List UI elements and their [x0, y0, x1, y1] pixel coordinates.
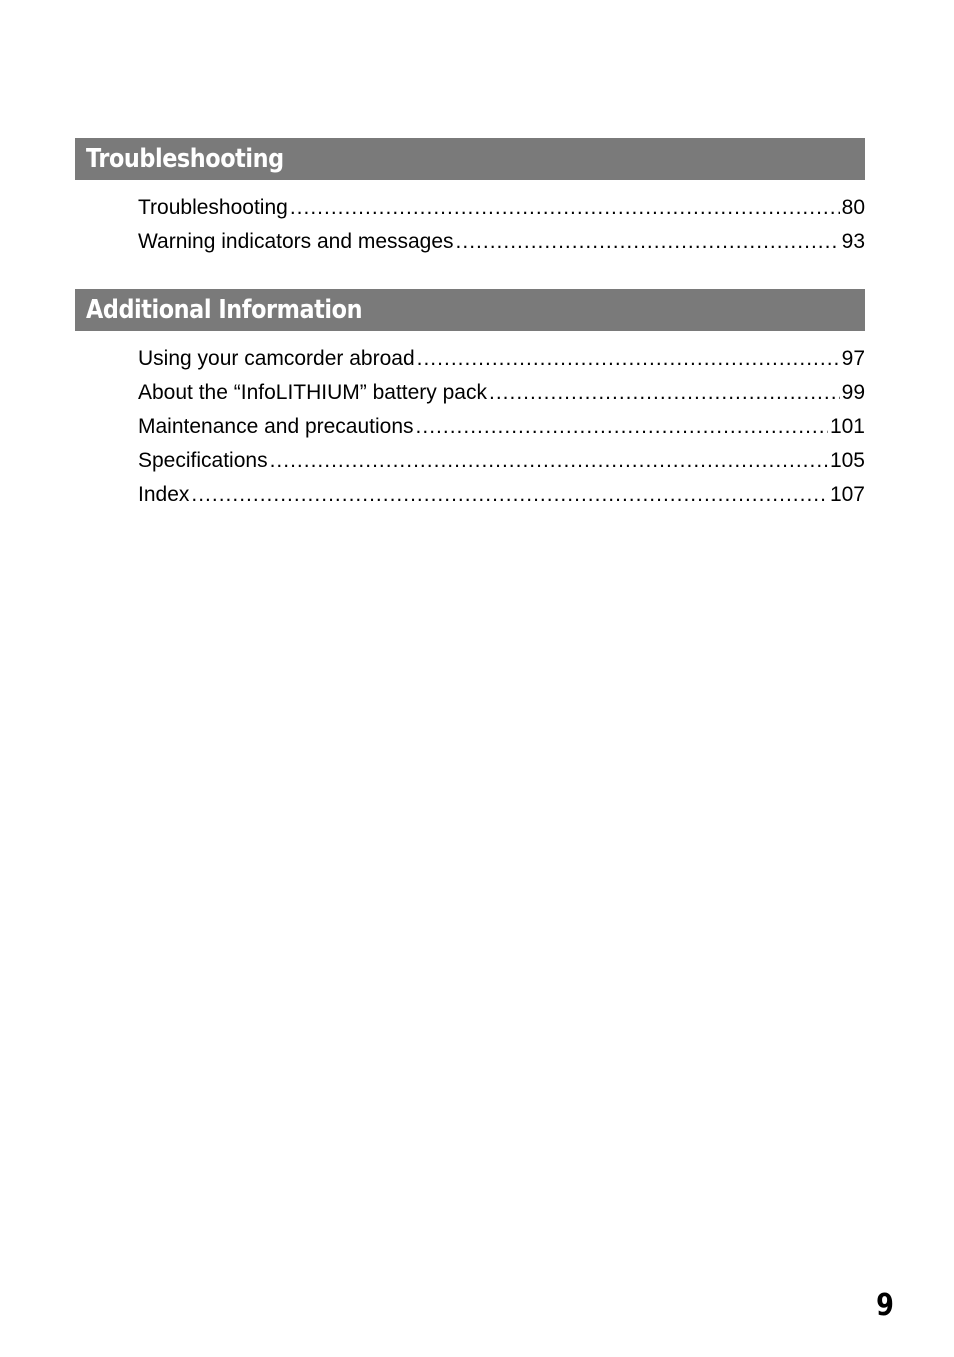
page-number: 9: [876, 1288, 894, 1323]
section-header: [75, 138, 865, 180]
toc-entry-title: Specifications: [138, 449, 268, 472]
dot-leader: [270, 444, 828, 478]
toc-entry-warning-indicators[interactable]: [138, 225, 865, 259]
toc-entry-title: About the “InfoLITHIUM” battery pack: [138, 381, 487, 404]
dot-leader: [191, 478, 828, 512]
toc-entry-page: 99: [841, 381, 865, 404]
dot-leader: [417, 342, 840, 376]
toc-entry-index[interactable]: [138, 478, 865, 512]
dot-leader: [416, 410, 828, 444]
toc-entry-title: Maintenance and precautions: [138, 415, 414, 438]
dot-leader: [290, 191, 840, 225]
section-title: Troubleshooting: [86, 144, 284, 174]
toc-entry-title: Using your camcorder abroad: [138, 347, 415, 370]
section-troubleshooting: [75, 138, 865, 259]
dot-leader: [489, 376, 840, 410]
toc-entry-troubleshooting[interactable]: [138, 191, 865, 225]
section-additional-information: [75, 289, 865, 512]
toc-entry-page: 97: [841, 347, 865, 370]
toc-entry-page: 105: [829, 449, 865, 472]
dot-leader: [456, 225, 840, 259]
toc-entry-title: Index: [138, 483, 190, 506]
toc-list: [75, 191, 865, 259]
section-title: Additional Information: [86, 295, 363, 325]
toc-entry-title: Troubleshooting: [138, 196, 288, 219]
toc-entry-maintenance[interactable]: [138, 410, 865, 444]
toc-entry-camcorder-abroad[interactable]: [138, 342, 865, 376]
toc-list: [75, 342, 865, 512]
toc-entry-page: 93: [841, 230, 865, 253]
toc-entry-infolithium[interactable]: [138, 376, 865, 410]
toc-entry-page: 80: [841, 196, 865, 219]
toc-entry-title: Warning indicators and messages: [138, 230, 454, 253]
toc-entry-specifications[interactable]: [138, 444, 865, 478]
toc-entry-page: 107: [829, 483, 865, 506]
section-header: [75, 289, 865, 331]
toc-entry-page: 101: [829, 415, 865, 438]
